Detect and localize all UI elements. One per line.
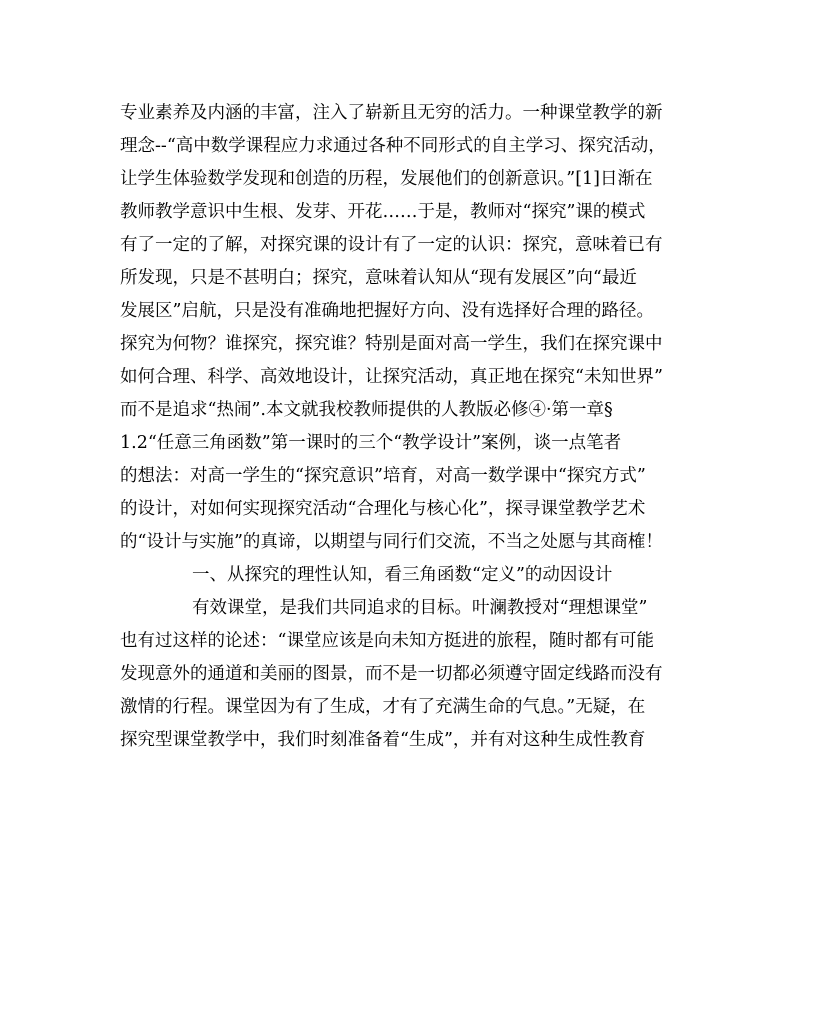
paragraph-line: 发现意外的通道和美丽的图景，而不是一切都必须遵守固定线路而没有 <box>120 664 663 684</box>
paragraph-line: 专业素养及内涵的丰富，注入了崭新且无穷的活力。一种课堂教学的新 <box>120 103 663 123</box>
paragraph-line: 让学生体验数学发现和创造的历程，发展他们的创新意识。”[1]日渐在 <box>120 169 653 189</box>
paragraph-line: 也有过这样的论述：“课堂应该是向未知方挺进的旅程，随时都有可能 <box>120 631 654 651</box>
paragraph-line: 理念--“高中数学课程应力求通过各种不同形式的自主学习、探究活动， <box>120 136 666 156</box>
paragraph-line: 的“设计与实施”的真谛，以期望与同行们交流，不当之处愿与其商榷！ <box>120 532 663 552</box>
paragraph-line: 探究型课堂教学中，我们时刻准备着“生成”，并有对这种生成性教育 <box>120 730 646 750</box>
paragraph-line: 如何合理、科学、高效地设计，让探究活动，真正地在探究“未知世界” <box>120 367 663 387</box>
section-heading: 一、从探究的理性认知，看三角函数“定义”的动因设计 <box>192 565 613 585</box>
paragraph-line: 所发现，只是不甚明白；探究，意味着认知从“现有发展区”向“最近 <box>120 268 637 288</box>
document-body <box>120 97 700 757</box>
paragraph-line: 探究为何物？谁探究，探究谁？特别是面对高一学生，我们在探究课中 <box>120 334 663 354</box>
paragraph-line: 1.2“任意三角函数”第一课时的三个“教学设计”案例，谈一点笔者 <box>120 433 622 453</box>
paragraph-line: 的设计，对如何实现探究活动“合理化与核心化”，探寻课堂教学艺术 <box>120 499 646 519</box>
paragraph-line: 而不是追求“热闹”.本文就我校教师提供的人教版必修④·第一章§ <box>120 400 613 420</box>
paragraph-line: 的想法：对高一学生的“探究意识”培育，对高一数学课中“探究方式” <box>120 466 646 486</box>
paragraph-line: 有了一定的了解，对探究课的设计有了一定的认识：探究，意味着已有 <box>120 235 663 255</box>
paragraph-line: 激情的行程。课堂因为有了生成，才有了充满生命的气息。”无疑，在 <box>120 697 646 717</box>
paragraph-line: 发展区”启航，只是没有准确地把握好方向、没有选择好合理的路径。 <box>120 301 654 321</box>
paragraph-line: 有效课堂，是我们共同追求的目标。叶澜教授对“理想课堂” <box>192 598 648 618</box>
paragraph-line: 教师教学意识中生根、发芽、开花……于是，教师对“探究”课的模式 <box>120 202 646 222</box>
